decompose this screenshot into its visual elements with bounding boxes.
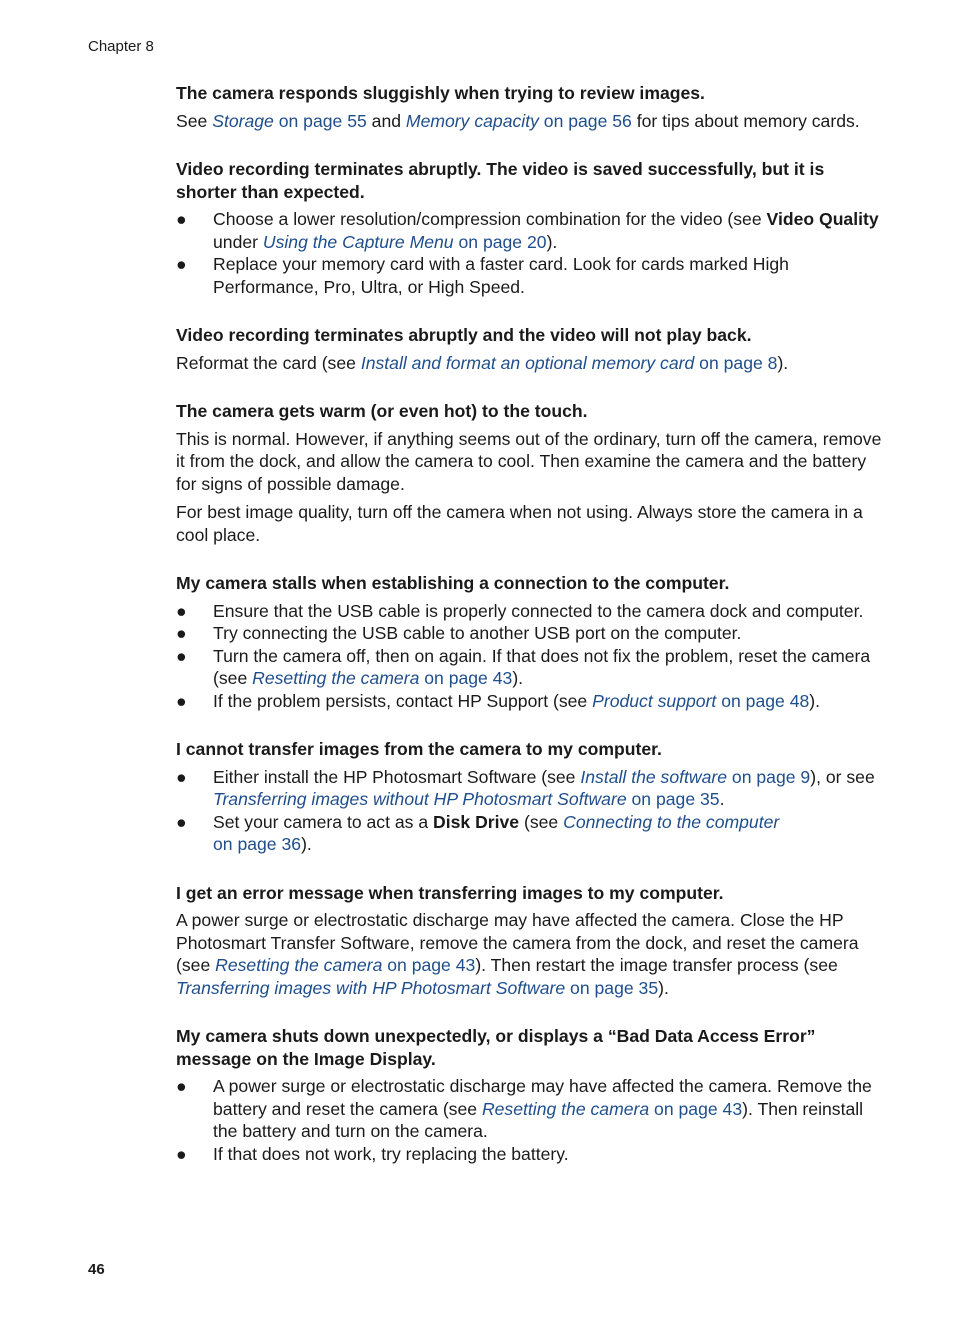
bullet-icon: ●	[176, 209, 187, 229]
link-memory-capacity[interactable]: Memory capacity on page 56	[405, 110, 632, 131]
list-item: ● Replace your memory card with a faster card. Look for cards marked High Performance, Pro, Ultra, or High Speed.	[176, 254, 789, 297]
bullet-icon: ●	[176, 623, 187, 643]
paragraph: Reformat the card (see Install and format an optional memory card on page 8).	[176, 352, 789, 373]
section-heading: The camera responds sluggishly when trying to review images.	[176, 83, 705, 103]
bullet-icon: ●	[176, 766, 187, 787]
bullet-icon: ●	[176, 1076, 187, 1096]
section-heading: Video recording terminates abruptly and the video will not play back.	[176, 325, 752, 345]
link-resetting-camera[interactable]: Resetting the camera on page 43	[215, 955, 476, 975]
link-using-capture-menu[interactable]: Using the Capture Menu on page 20	[262, 231, 547, 252]
list-item: ● Either install the HP Photosmart Software (see Install the software on page 9), or see Transferring images without HP Photosmart Software on page 35.	[176, 766, 875, 809]
list-item: ● If the problem persists, contact HP Support (see Product support on page 48).	[176, 690, 821, 711]
list-item: ● Choose a lower resolution/compression combination for the video (see Video Quality under Using the Capture Menu on page 20).	[176, 209, 879, 252]
list-item: ● If that does not work, try replacing the battery.	[176, 1143, 569, 1164]
page-number: 46	[88, 1261, 105, 1278]
bullet-icon: ●	[176, 690, 187, 711]
page-content	[176, 82, 886, 1191]
section-shuts-down	[176, 1025, 886, 1165]
bullet-icon: ●	[176, 645, 187, 666]
section-transfer-error	[176, 882, 886, 1000]
link-storage[interactable]: Storage on page 55	[212, 110, 367, 131]
link-product-support[interactable]: Product support on page 48	[592, 690, 810, 711]
link-install-format-card[interactable]: Install and format an optional memory card on page 8	[360, 352, 778, 373]
list-item: ● Try connecting the USB cable to another USB port on the computer.	[176, 623, 742, 643]
bullet-list	[176, 600, 886, 713]
section-video-short	[176, 158, 886, 298]
bullet-list	[176, 766, 886, 856]
section-heading: My camera stalls when establishing a connection to the computer.	[176, 573, 730, 593]
section-cannot-transfer	[176, 738, 886, 856]
list-item: ● Ensure that the USB cable is properly connected to the camera dock and computer.	[176, 600, 864, 621]
bullet-list	[176, 1075, 886, 1165]
link-resetting-camera[interactable]: Resetting the camera on page 43	[481, 1098, 743, 1119]
link-transferring-without-software[interactable]: Transferring images without HP Photosmart Software on page 35	[213, 789, 720, 809]
paragraph: For best image quality, turn off the camera when not using. Always store the camera in a cool place.	[176, 502, 863, 545]
section-heading: My camera shuts down unexpectedly, or displays a “Bad Data Access Error” message on the Image Display.	[176, 1026, 816, 1069]
paragraph: This is normal. However, if anything seems out of the ordinary, turn off the camera, remove it from the dock, and allow the camera to cool. Then examine the camera and the battery for signs of possible damage.	[176, 428, 882, 494]
section-sluggish-review	[176, 82, 886, 132]
bullet-icon: ●	[176, 254, 187, 274]
paragraph: A power surge or electrostatic discharge may have affected the camera. Close the HP Photosmart Transfer Software, remove the camera from the dock, and reset the camera (see Resetting the camera on page 43). Then restart the image transfer process (see Transferring images with HP Photosmart Software on page 35).	[176, 910, 859, 998]
chapter-header: Chapter 8	[88, 38, 154, 55]
link-connecting-computer[interactable]: Connecting to the computer on page 36	[213, 811, 780, 854]
bullet-list	[176, 208, 886, 298]
list-item: ● A power surge or electrostatic discharge may have affected the camera. Remove the battery and reset the camera (see Resetting the camera on page 43). Then reinstall the battery and turn on the camera.	[176, 1076, 872, 1141]
list-item: ● Turn the camera off, then on again. If that does not fix the problem, reset the camera (see Resetting the camera on page 43).	[176, 645, 871, 688]
bullet-icon: ●	[176, 811, 187, 832]
list-item: ● Set your camera to act as a Disk Drive (see Connecting to the computer on page 36).	[176, 811, 780, 854]
link-install-software[interactable]: Install the software on page 9	[580, 766, 811, 787]
section-video-no-playback	[176, 324, 886, 374]
bullet-icon: ●	[176, 1143, 187, 1164]
section-heading: The camera gets warm (or even hot) to the touch.	[176, 401, 588, 421]
section-camera-warm	[176, 400, 886, 546]
paragraph: See Storage on page 55 and Memory capacity on page 56 for tips about memory cards.	[176, 110, 860, 131]
section-heading: Video recording terminates abruptly. The video is saved successfully, but it is shorter than expected.	[176, 159, 825, 202]
section-heading: I get an error message when transferring images to my computer.	[176, 882, 724, 903]
link-transferring-with-software[interactable]: Transferring images with HP Photosmart Software on page 35	[176, 977, 659, 998]
section-heading: I cannot transfer images from the camera to my computer.	[176, 739, 662, 759]
section-connection-stalls	[176, 572, 886, 712]
link-resetting-camera[interactable]: Resetting the camera on page 43	[252, 668, 513, 688]
bullet-icon: ●	[176, 600, 187, 621]
